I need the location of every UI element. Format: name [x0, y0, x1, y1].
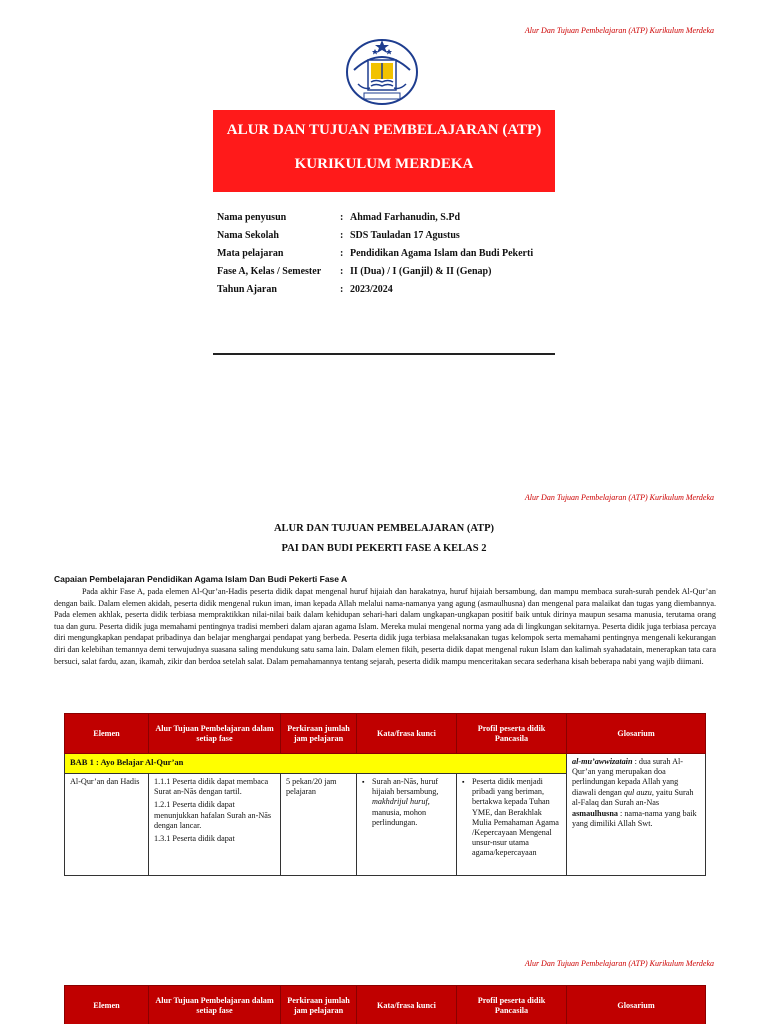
bab-row [65, 754, 706, 774]
cell-profil [457, 774, 567, 876]
table-header-row [65, 714, 706, 754]
glosarium-term: asmaulhusna [572, 809, 618, 819]
cover-title-line2: KURIKULUM MERDEKA [294, 156, 474, 172]
info-label: Nama penyusun [217, 212, 287, 223]
info-colon: : [340, 230, 344, 241]
kata-italic: makhdrijul huruf [372, 797, 428, 807]
header-elemen: Elemen [65, 986, 149, 1024]
running-header: Alur Dan Tujuan Pembelajaran (ATP) Kurikulum Merdeka [524, 26, 714, 35]
header-profil: Profil peserta didik Pancasila [457, 986, 567, 1024]
atp-text: Peserta didik dapat [172, 834, 235, 844]
table-header-row [65, 986, 706, 1024]
page-title-line2: PAI DAN BUDI PEKERTI FASE A KELAS 2 [281, 543, 487, 554]
atp-table-continued [64, 985, 706, 1024]
atp-num: 1.2.1 [154, 800, 171, 810]
info-colon: : [340, 212, 344, 223]
info-value: Pendidikan Agama Islam dan Budi Pekerti [350, 248, 534, 259]
header-kata: Kata/frasa kunci [357, 986, 457, 1024]
info-label: Mata pelajaran [217, 248, 284, 259]
cp-heading: Capaian Pembelajaran Pendidikan Agama Islam Dan Budi Pekerti Fase A [54, 574, 348, 584]
cover-title-box [213, 110, 555, 192]
header-kata: Kata/frasa kunci [357, 714, 457, 754]
glosarium-cell [567, 754, 706, 876]
running-header: Alur Dan Tujuan Pembelajaran (ATP) Kurikulum Merdeka [524, 493, 714, 502]
info-value: 2023/2024 [350, 284, 393, 295]
info-label: Nama Sekolah [217, 230, 279, 241]
info-colon: : [340, 284, 344, 295]
header-glosarium: Glosarium [567, 714, 706, 754]
info-value: Ahmad Farhanudin, S.Pd [350, 212, 461, 223]
cell-jam: 5 pekan/20 jam pelajaran [281, 774, 357, 876]
header-glosarium: Glosarium [567, 986, 706, 1024]
header-elemen: Elemen [65, 714, 149, 754]
cp-paragraph: Pada akhir Fase A, pada elemen Al-Qur’an-Hadis peserta didik dapat mengenal huruf hijaiah dan harakatnya, huruf hijaiah bersambung, dan mampu membaca surah-surah pendek Al-Qur’an dengan baik. Dalam elemen akidah, peserta didik mengenal rukun iman, iman kepada Allah melalui nama-namanya yang agung (asmaulhusna) dan mengenal para malaikat dan tugas yang diembannya. Pada elemen akhlak, peserta didik terbiasa mempraktikkan nilai-nilai baik dalam kehidupan sehari-hari dalam ungkapan-ungkapan positif baik untuk dirinya maupun sesama manusia, terutama orang tua dan guru. Peserta didik juga memahami pentingnya tradisi memberi dalam ajaran agama Islam. Mereka mulai mengenal norma yang ada di lingkungan sekitarnya. Peserta didik juga terbiasa percaya diri mengungkapkan pendapat pribadinya dan belajar menghargai pendapat yang berbeda. Peserta didik juga terbiasa melaksanakan tugas kelompok serta memahami pentingnya mengenali kekurangan diri dan kelebihan temannya demi terwujudnya suasana saling mendukung satu sama lain. Dalam elemen fikih, peserta didik dapat mengenal rukun Islam dan kalimah syahadatain, menerapkan tata cara bersuci, salat fardu, azan, ikamah, zikir dan berdoa setelah salat. Dalam pemahamannya tentang sejarah, peserta didik mampu menceritakan secara sederhana kisah beberapa nabi yang wajib diimani. [54, 587, 716, 666]
cell-kata [357, 774, 457, 876]
header-atp: Alur Tujuan Pembelajaran dalam setiap fase [149, 714, 281, 754]
atp-num: 1.1.1 [154, 777, 171, 786]
glosarium-term: al-mu’awwizatain [572, 757, 633, 766]
header-profil: Profil peserta didik Pancasila [457, 714, 567, 754]
kata-text: , manusia, mohon perlindungan. [372, 797, 430, 827]
atp-table [64, 713, 706, 876]
header-jam: Perkiraan jumlah jam pelajaran [281, 714, 357, 754]
glosarium-def: , yaitu Surah al-Falaq dan Surah an-Nas [572, 787, 694, 807]
atp-item [154, 777, 275, 797]
info-value: II (Dua) / I (Ganjil) & II (Genap) [350, 266, 492, 277]
header-jam: Perkiraan jumlah jam pelajaran [281, 986, 357, 1024]
running-header: Alur Dan Tujuan Pembelajaran (ATP) Kurikulum Merdeka [524, 959, 714, 968]
atp-text: Peserta didik dapat membaca Surat an-Nās dengan tartil. [154, 777, 269, 797]
info-colon: : [340, 266, 344, 277]
info-label: Fase A, Kelas / Semester [217, 266, 322, 277]
profil-item: ▪ Peserta didik menjadi pribadi yang beriman, bertakwa kepada Tuhan YME, dan Berakhlak Mulia Pemahaman Agama /Kepercayaan Mengenal unsur-nsur utama agama/kepercayaan [462, 777, 561, 859]
header-atp: Alur Tujuan Pembelajaran dalam setiap fase [149, 986, 281, 1024]
cell-elemen: Al-Qur’an dan Hadis [65, 774, 149, 876]
glosarium-def: : dua surah Al-Qur’an yang merupakan doa perlindungan kepada Allah yang diawali dengan [572, 757, 683, 797]
glosarium-def-italic: qul auzu [623, 787, 652, 797]
horizontal-rule [213, 353, 555, 355]
atp-item [154, 834, 275, 844]
info-value: SDS Tauladan 17 Agustus [350, 230, 460, 241]
atp-text: Peserta didik dapat menunjukkan hafalan Surah an-Nās dengan lancar. [154, 800, 272, 830]
kata-item [362, 777, 451, 828]
cell-atp [149, 774, 281, 876]
bab-title: BAB 1 : Ayo Belajar Al-Qur’an [65, 754, 567, 774]
cover-title-line1: ALUR DAN TUJUAN PEMBELAJARAN (ATP) [226, 122, 542, 138]
page-title-line1: ALUR DAN TUJUAN PEMBELAJARAN (ATP) [273, 523, 495, 534]
info-colon: : [340, 248, 344, 259]
glosarium-def: : nama-nama yang baik yang dimiliki Allah Swt. [572, 809, 697, 829]
atp-num: 1.3.1 [154, 834, 171, 844]
school-emblem-icon [344, 36, 420, 106]
kata-text: Surah an-Nās, huruf hijaiah bersambung, [372, 777, 439, 797]
info-label: Tahun Ajaran [217, 284, 277, 295]
atp-item [154, 800, 275, 831]
